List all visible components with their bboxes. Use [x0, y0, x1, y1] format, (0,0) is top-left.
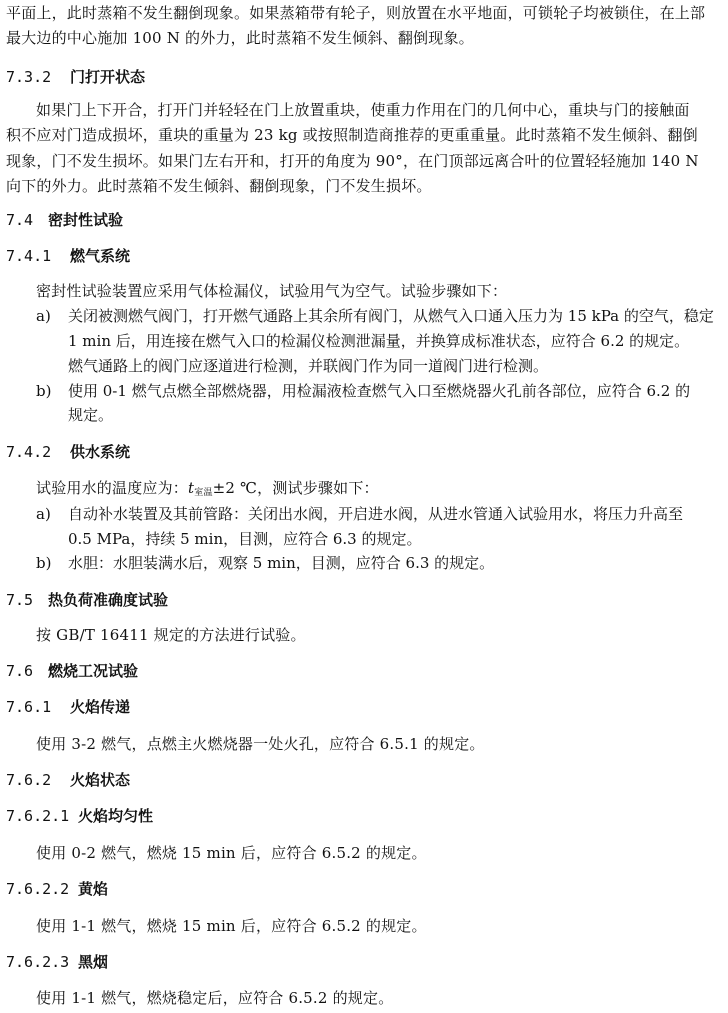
section-title: 燃气系统: [70, 247, 131, 265]
section-heading-7-6-2-1: [6, 805, 724, 827]
paragraph-line: 使用 3-2 燃气，点燃主火燃烧器一处火孔，应符合 6.5.1 的规定。: [36, 735, 485, 753]
section-number: 7.6.1: [6, 698, 52, 716]
section-title: 燃烧工况试验: [48, 662, 139, 680]
section-number: 7.6: [6, 662, 34, 680]
paragraph-line: 积不应对门造成损坏，重块的重量为 23 kg 或按照制造商推荐的更重重量。此时蒸箱不发生倾斜、翻倒: [6, 126, 698, 144]
section-heading-7-6-1: [6, 696, 724, 718]
section-number: 7.6.2: [6, 771, 52, 789]
list-item-text: 规定。: [68, 406, 114, 424]
paragraph-line: 使用 1-1 燃气，燃烧 15 min 后，应符合 6.5.2 的规定。: [36, 917, 427, 935]
list-item-text: 0.5 MPa，持续 5 min，目测，应符合 6.3 的规定。: [68, 530, 422, 548]
paragraph-line: 现象，门不发生损坏。如果门左右开和，打开的角度为 90°，在门顶部远离合叶的位置轻轻施加 140 N: [6, 152, 699, 170]
section-heading-7-4-2: [6, 441, 724, 463]
section-title: 火焰均匀性: [78, 807, 154, 825]
paragraph-line: [36, 477, 724, 504]
section-number: 7.6.2.3: [6, 953, 70, 971]
section-heading-7-6: [6, 660, 724, 682]
section-heading-7-4: [6, 209, 724, 231]
section-number: 7.4.2: [6, 443, 52, 461]
section-title: 密封性试验: [48, 211, 124, 229]
section-heading-7-5: [6, 589, 724, 611]
section-number: 7.4.1: [6, 247, 52, 265]
section-title: 火焰传递: [70, 698, 131, 716]
section-number: 7.3.2: [6, 68, 52, 86]
list-marker: a): [36, 505, 51, 523]
section-number: 7.5: [6, 591, 34, 609]
section-title: 火焰状态: [70, 771, 131, 789]
paragraph-line: 如果门上下开合，打开门并轻轻在门上放置重块，使重力作用在门的几何中心，重块与门的接触面: [36, 101, 690, 119]
list-item-text: 水胆：水胆装满水后，观察 5 min，目测，应符合 6.3 的规定。: [68, 554, 495, 572]
list-item-text: 自动补水装置及其前管路：关闭出水阀，开启进水阀，从进水管通入试验用水，将压力升高至: [68, 505, 684, 523]
section-title: 门打开状态: [70, 68, 146, 86]
list-marker: a): [36, 307, 51, 325]
paragraph-line: 平面上，此时蒸箱不发生翻倒现象。如果蒸箱带有轮子，则放置在水平地面，可锁轮子均被锁住，在上部: [6, 4, 706, 22]
section-title: 黑烟: [78, 953, 109, 971]
section-number: 7.6.2.1: [6, 807, 70, 825]
paragraph-line: 使用 0-2 燃气，燃烧 15 min 后，应符合 6.5.2 的规定。: [36, 844, 427, 862]
paragraph-line: 最大边的中心施加 100 N 的外力，此时蒸箱不发生倾斜、翻倒现象。: [6, 29, 474, 47]
section-heading-7-6-2: [6, 769, 724, 791]
list-item-text: 使用 0-1 燃气点燃全部燃烧器，用检漏液检查燃气入口至燃烧器火孔前各部位，应符合 6.2 的: [68, 382, 691, 400]
section-heading-7-6-2-3: [6, 951, 724, 973]
section-heading-7-6-2-2: [6, 878, 724, 900]
section-number: 7.4: [6, 211, 34, 229]
text-run: ±2 ℃，测试步骤如下：: [212, 479, 379, 497]
paragraph-line: 向下的外力。此时蒸箱不发生倾斜、翻倒现象，门不发生损坏。: [6, 177, 432, 195]
list-item-text: 1 min 后，用连接在燃气入口的检漏仪检测泄漏量，并换算成标准状态，应符合 6.2 的规定。: [68, 332, 690, 350]
list-item-text: 燃气通路上的阀门应逐道进行检测，并联阀门作为同一道阀门进行检测。: [68, 357, 549, 375]
text-run: 试验用水的温度应为：: [36, 479, 189, 497]
section-heading-7-4-1: [6, 245, 724, 267]
symbol-t: t: [188, 479, 195, 497]
list-item-text: 关闭被测燃气阀门，打开燃气通路上其余所有阀门，从燃气入口通入压力为 15 kPa 的空气，稳定: [68, 307, 714, 325]
paragraph-line: 使用 1-1 燃气，燃烧稳定后，应符合 6.5.2 的规定。: [36, 989, 394, 1007]
paragraph-line: 按 GB/T 16411 规定的方法进行试验。: [36, 626, 306, 644]
section-title: 供水系统: [70, 443, 131, 461]
section-number: 7.6.2.2: [6, 880, 70, 898]
section-heading-7-3-2: [6, 66, 724, 88]
subscript: 室温: [194, 488, 213, 498]
list-marker: b): [36, 554, 52, 572]
section-title: 黄焰: [78, 880, 109, 898]
list-marker: b): [36, 382, 52, 400]
paragraph-line: 密封性试验装置应采用气体检漏仪，试验用气为空气。试验步骤如下：: [36, 282, 508, 300]
section-title: 热负荷准确度试验: [48, 591, 169, 609]
